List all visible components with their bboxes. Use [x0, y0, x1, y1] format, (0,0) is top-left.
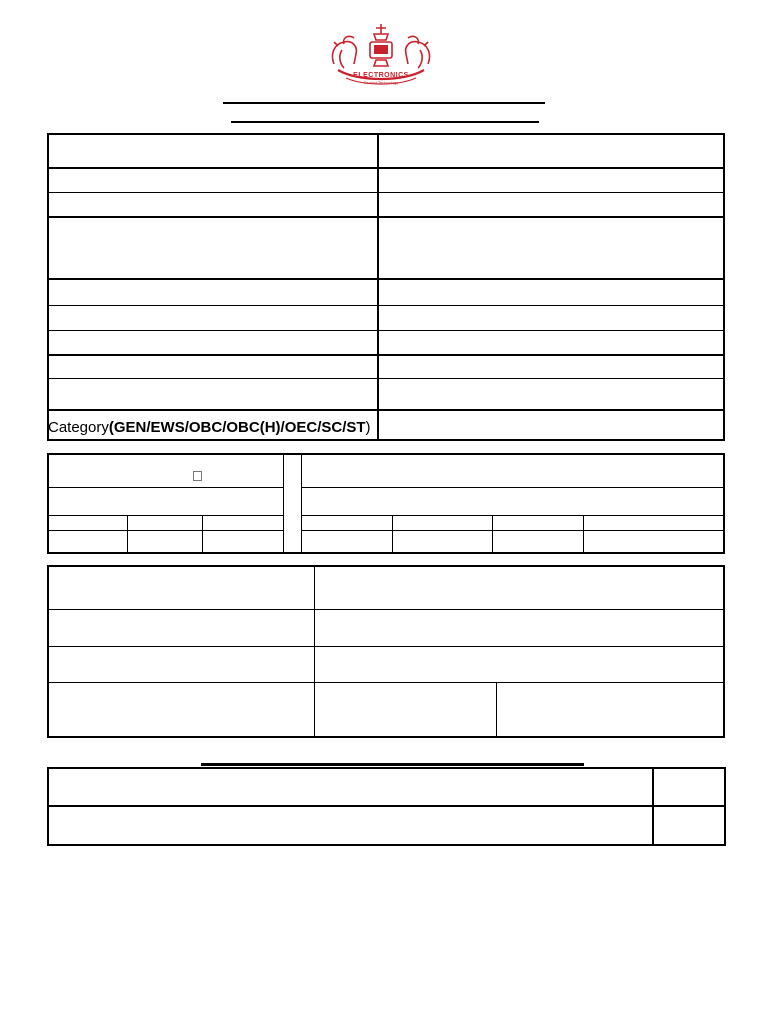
category-label-text: Category: [48, 418, 109, 436]
logo-text: ELECTRONICS: [353, 72, 409, 79]
organization-logo: [328, 20, 434, 86]
declaration-table: [47, 767, 726, 846]
title-line-1: [223, 102, 545, 104]
category-close: ): [365, 418, 371, 436]
personal-details-table: [47, 133, 725, 441]
category-options: (GEN/EWS/OBC/OBC(H)/OEC/SC/ST: [108, 418, 366, 436]
title-line-2: [231, 121, 539, 123]
qualification-table: [47, 453, 725, 554]
section-heading-line: [201, 763, 584, 766]
option-checkbox[interactable]: [193, 471, 202, 481]
emblem-icon: [328, 20, 434, 86]
additional-details-table: [47, 565, 725, 738]
logo-subtext: Trusted Technology: [363, 80, 399, 85]
category-label: [48, 412, 371, 442]
